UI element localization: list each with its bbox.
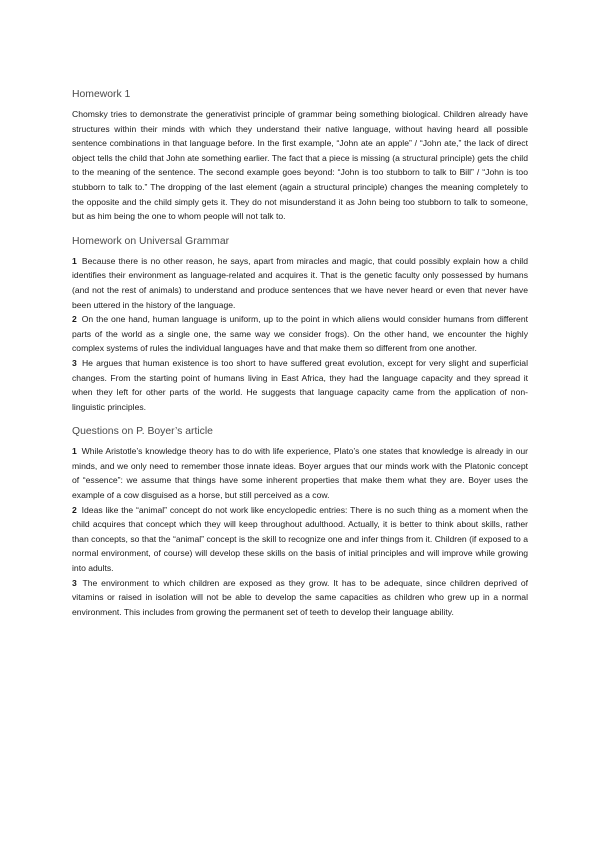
paragraph xyxy=(72,312,528,356)
paragraph xyxy=(72,254,528,312)
paragraph xyxy=(72,503,528,576)
section-heading: Homework 1 xyxy=(72,89,131,100)
section-universal-grammar xyxy=(72,235,528,415)
section-heading: Homework on Universal Grammar xyxy=(72,235,230,247)
paragraph-text: Because there is no other reason, he says, apart from miracles and magic, that could possibly explain how a child identifies their environment as language-related and acquires it. That is the genetic faculty only possessed by humans (and not the rest of animals) to understand and produce sentences that we have never heard or even that never have been uttered in the history of the language. xyxy=(72,255,528,310)
paragraph xyxy=(72,356,528,414)
paragraph xyxy=(72,576,528,620)
paragraph xyxy=(72,444,528,502)
paragraph-text: While Aristotle’s knowledge theory has to do with life experience, Plato’s one states that knowledge is already in our minds, and we only need to remember those innate ideas. Boyer argues that our minds work with the Platonic concept of “essence”: we assume that things have some inherent properties that make them what they are. Boyer uses the example of a cow disguised as a horse, but still perceived as a cow. xyxy=(72,446,528,501)
paragraph-number: 3 xyxy=(72,357,77,368)
paragraph-number: 2 xyxy=(72,314,77,325)
paragraph-number: 2 xyxy=(72,504,77,515)
section-homework-1 xyxy=(72,88,528,224)
paragraph-number: 1 xyxy=(72,255,77,266)
section-heading: Questions on P. Boyer’s article xyxy=(72,426,213,438)
section-boyer-questions xyxy=(72,425,528,619)
paragraph-text: The environment to which children are exposed as they grow. It has to be adequate, since children deprived of vitamins or raised in isolation will not be able to develop the same capacities as children who grew up in a normal environment. This includes from growing the permanent set of teeth to develop their language ability. xyxy=(72,577,528,617)
paragraph-number: 3 xyxy=(72,577,77,588)
paragraph-text: Ideas like the “animal” concept do not work like encyclopedic entries: There is no such thing as a moment when the child acquires that concept which they will keep throughout adulthood. Actually, it is better to think about skills, rather than concepts, so that the “animal” concept is the skill to recognize one and infer things from it. Children (if exposed to a normal environment, of course) will develop these skills on the basis of initial principles and will improve while growing into adults. xyxy=(72,504,528,574)
paragraph xyxy=(72,107,528,224)
paragraph-text: He argues that human existence is too short to have suffered great evolution, except for very slight and superficial changes. From the starting point of humans living in East Africa, they had the language capacity and they spread it when they left for other parts of the world. He suggests that language capacity came from the application of non-linguistic principles. xyxy=(72,357,528,412)
paragraph-text: On the one hand, human language is uniform, up to the point in which aliens would consider humans from different parts of the world as a single one, the same way we consider frogs). On the other hand, we encounter the highly complex systems of rules the individual languages have and that make them so different from one another. xyxy=(72,314,528,354)
paragraph-number: 1 xyxy=(72,446,77,457)
paragraph-text: Chomsky tries to demonstrate the generativist principle of grammar being something biological. Children already have structures within their minds with which they understand their native language, without having heard all possible sentence combinations in that language before. In the first example, “John ate an apple” / “John ate,” the lack of direct object tells the child that John ate something earlier. The fact that a piece is missing (a structural principle) gets the child to the meaning of the sentence. The second example goes beyond: “John is too stubborn to talk to Bill” / “John is too stubborn to talk to.” The dropping of the last element (again a structural principle) changes the meaning completely to the opposite and the child simply gets it. They do not misunderstand it as John being too stubborn to talk to someone, but as him being the one to whom people will not talk to. xyxy=(72,109,528,222)
